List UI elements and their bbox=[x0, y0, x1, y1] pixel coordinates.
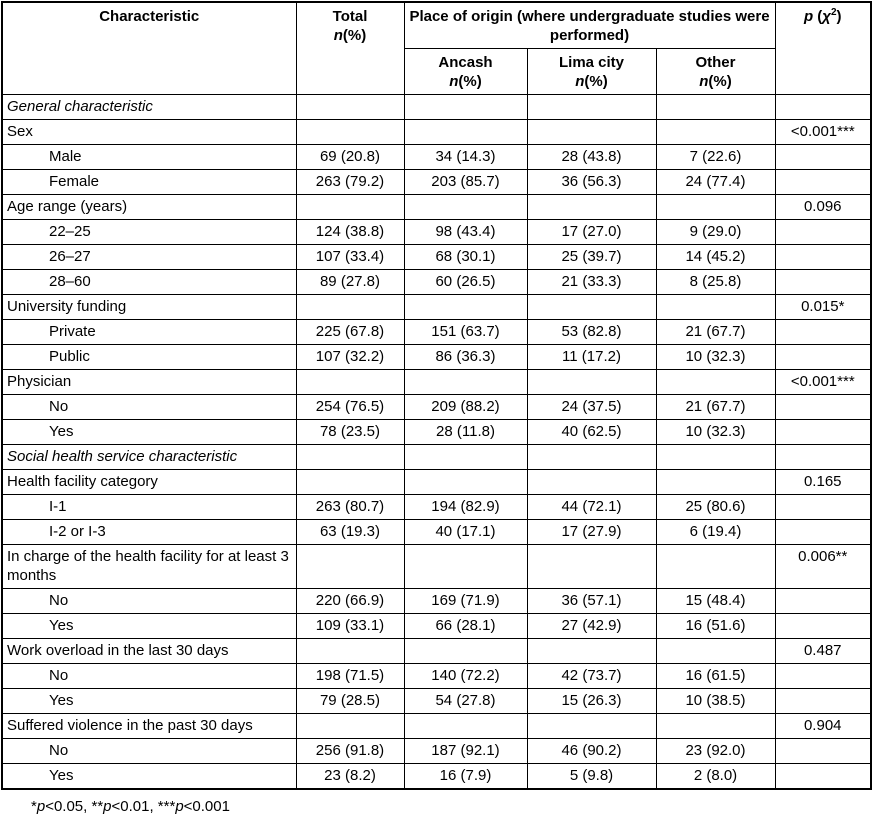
cell-other bbox=[656, 370, 775, 395]
cell-other: 7 (22.6) bbox=[656, 145, 775, 170]
cell-ancash: 16 (7.9) bbox=[404, 764, 527, 790]
cell-ancash: 203 (85.7) bbox=[404, 170, 527, 195]
cell-p bbox=[775, 739, 871, 764]
table-row-section bbox=[2, 95, 871, 120]
table-row bbox=[2, 220, 871, 245]
table-row bbox=[2, 614, 871, 639]
row-label: No bbox=[2, 589, 296, 614]
cell-lima: 36 (57.1) bbox=[527, 589, 656, 614]
cell-total: 69 (20.8) bbox=[296, 145, 404, 170]
cell-total bbox=[296, 714, 404, 739]
cell-total bbox=[296, 639, 404, 664]
cell-ancash: 187 (92.1) bbox=[404, 739, 527, 764]
cell-lima: 11 (17.2) bbox=[527, 345, 656, 370]
lima-n: n bbox=[575, 73, 585, 90]
row-label: 28–60 bbox=[2, 270, 296, 295]
cell-ancash: 40 (17.1) bbox=[404, 520, 527, 545]
cell-total: 89 (27.8) bbox=[296, 270, 404, 295]
cell-lima: 40 (62.5) bbox=[527, 420, 656, 445]
cell-p bbox=[775, 589, 871, 614]
row-label: No bbox=[2, 664, 296, 689]
row-label: General characteristic bbox=[2, 95, 296, 120]
cell-ancash: 151 (63.7) bbox=[404, 320, 527, 345]
total-label: Total bbox=[332, 8, 368, 25]
cell-ancash bbox=[404, 545, 527, 589]
table-row bbox=[2, 320, 871, 345]
cell-lima: 17 (27.9) bbox=[527, 520, 656, 545]
table-row bbox=[2, 714, 871, 739]
row-label: Public bbox=[2, 345, 296, 370]
table-row bbox=[2, 295, 871, 320]
cell-lima: 24 (37.5) bbox=[527, 395, 656, 420]
cell-other: 24 (77.4) bbox=[656, 170, 775, 195]
table-row bbox=[2, 420, 871, 445]
cell-other: 10 (32.3) bbox=[656, 345, 775, 370]
cell-lima bbox=[527, 195, 656, 220]
cell-p bbox=[775, 95, 871, 120]
table-row bbox=[2, 495, 871, 520]
table-row bbox=[2, 270, 871, 295]
cell-ancash bbox=[404, 370, 527, 395]
cell-ancash: 34 (14.3) bbox=[404, 145, 527, 170]
row-label: Yes bbox=[2, 764, 296, 790]
table-row-section bbox=[2, 445, 871, 470]
row-label: Social health service characteristic bbox=[2, 445, 296, 470]
cell-ancash: 68 (30.1) bbox=[404, 245, 527, 270]
chi-squared-exponent: 2 bbox=[830, 7, 837, 18]
cell-total: 254 (76.5) bbox=[296, 395, 404, 420]
cell-total: 225 (67.8) bbox=[296, 320, 404, 345]
table-row bbox=[2, 345, 871, 370]
row-label: 22–25 bbox=[2, 220, 296, 245]
table-row bbox=[2, 764, 871, 790]
table-row bbox=[2, 664, 871, 689]
cell-lima bbox=[527, 545, 656, 589]
cell-total: 23 (8.2) bbox=[296, 764, 404, 790]
cell-lima: 17 (27.0) bbox=[527, 220, 656, 245]
row-label: Private bbox=[2, 320, 296, 345]
cell-ancash bbox=[404, 470, 527, 495]
col-header-total bbox=[296, 2, 404, 95]
cell-ancash: 169 (71.9) bbox=[404, 589, 527, 614]
cell-total: 107 (32.2) bbox=[296, 345, 404, 370]
cell-ancash bbox=[404, 714, 527, 739]
cell-lima: 44 (72.1) bbox=[527, 495, 656, 520]
cell-p: <0.001*** bbox=[775, 370, 871, 395]
cell-lima: 42 (73.7) bbox=[527, 664, 656, 689]
footnote-part: * bbox=[31, 798, 37, 815]
row-label: Yes bbox=[2, 420, 296, 445]
cell-lima: 36 (56.3) bbox=[527, 170, 656, 195]
cell-p: 0.487 bbox=[775, 639, 871, 664]
cell-lima: 53 (82.8) bbox=[527, 320, 656, 345]
cell-p bbox=[775, 689, 871, 714]
ancash-n: n bbox=[449, 73, 459, 90]
cell-total bbox=[296, 295, 404, 320]
cell-other bbox=[656, 120, 775, 145]
cell-other: 16 (51.6) bbox=[656, 614, 775, 639]
table-row bbox=[2, 145, 871, 170]
cell-lima bbox=[527, 370, 656, 395]
cell-other bbox=[656, 714, 775, 739]
cell-lima bbox=[527, 95, 656, 120]
table-row bbox=[2, 589, 871, 614]
cell-other: 6 (19.4) bbox=[656, 520, 775, 545]
cell-total bbox=[296, 120, 404, 145]
row-label: Age range (years) bbox=[2, 195, 296, 220]
row-label: Work overload in the last 30 days bbox=[2, 639, 296, 664]
cell-p bbox=[775, 245, 871, 270]
cell-p bbox=[775, 395, 871, 420]
cell-lima bbox=[527, 639, 656, 664]
cell-p: 0.015* bbox=[775, 295, 871, 320]
footnote-part: <0.05, ** bbox=[45, 798, 104, 815]
cell-lima: 5 (9.8) bbox=[527, 764, 656, 790]
footnote-p-symbol: p bbox=[103, 798, 112, 815]
cell-total: 198 (71.5) bbox=[296, 664, 404, 689]
cell-total bbox=[296, 470, 404, 495]
cell-total: 78 (23.5) bbox=[296, 420, 404, 445]
cell-other: 10 (32.3) bbox=[656, 420, 775, 445]
ancash-label: Ancash bbox=[438, 54, 493, 71]
cell-total bbox=[296, 445, 404, 470]
cell-total bbox=[296, 95, 404, 120]
cell-other: 10 (38.5) bbox=[656, 689, 775, 714]
row-label: Health facility category bbox=[2, 470, 296, 495]
cell-ancash: 28 (11.8) bbox=[404, 420, 527, 445]
cell-total bbox=[296, 545, 404, 589]
row-label: University funding bbox=[2, 295, 296, 320]
cell-lima: 25 (39.7) bbox=[527, 245, 656, 270]
table-row bbox=[2, 639, 871, 664]
cell-p bbox=[775, 520, 871, 545]
cell-ancash: 66 (28.1) bbox=[404, 614, 527, 639]
table-row bbox=[2, 739, 871, 764]
cell-lima: 21 (33.3) bbox=[527, 270, 656, 295]
other-pct: (%) bbox=[708, 73, 732, 90]
col-header-characteristic: Characteristic bbox=[2, 2, 296, 95]
p-symbol: p bbox=[803, 8, 814, 25]
row-label: Yes bbox=[2, 614, 296, 639]
cell-p bbox=[775, 764, 871, 790]
row-label: No bbox=[2, 739, 296, 764]
lima-label: Lima city bbox=[558, 54, 625, 71]
col-header-ancash bbox=[404, 49, 527, 95]
table-row bbox=[2, 545, 871, 589]
cell-ancash: 54 (27.8) bbox=[404, 689, 527, 714]
cell-total: 220 (66.9) bbox=[296, 589, 404, 614]
cell-total: 263 (80.7) bbox=[296, 495, 404, 520]
table-row bbox=[2, 195, 871, 220]
table-row bbox=[2, 520, 871, 545]
cell-lima: 27 (42.9) bbox=[527, 614, 656, 639]
cell-p bbox=[775, 320, 871, 345]
cell-ancash bbox=[404, 639, 527, 664]
cell-p bbox=[775, 664, 871, 689]
other-n: n bbox=[699, 73, 709, 90]
row-label: 26–27 bbox=[2, 245, 296, 270]
cell-ancash bbox=[404, 445, 527, 470]
cell-ancash: 60 (26.5) bbox=[404, 270, 527, 295]
cell-lima bbox=[527, 120, 656, 145]
p-close-paren: ) bbox=[836, 8, 842, 25]
ancash-pct: (%) bbox=[458, 73, 482, 90]
table-row bbox=[2, 120, 871, 145]
cell-p bbox=[775, 220, 871, 245]
row-label: I-1 bbox=[2, 495, 296, 520]
table-row bbox=[2, 689, 871, 714]
row-label: I-2 or I-3 bbox=[2, 520, 296, 545]
cell-p bbox=[775, 420, 871, 445]
characteristics-table bbox=[1, 1, 872, 790]
table-row bbox=[2, 170, 871, 195]
cell-p: 0.165 bbox=[775, 470, 871, 495]
cell-p bbox=[775, 345, 871, 370]
cell-total: 109 (33.1) bbox=[296, 614, 404, 639]
row-label: In charge of the health facility for at least 3 months bbox=[2, 545, 296, 589]
cell-p bbox=[775, 170, 871, 195]
cell-p bbox=[775, 270, 871, 295]
cell-ancash bbox=[404, 95, 527, 120]
cell-p: 0.006** bbox=[775, 545, 871, 589]
cell-other: 9 (29.0) bbox=[656, 220, 775, 245]
cell-other: 15 (48.4) bbox=[656, 589, 775, 614]
cell-other bbox=[656, 470, 775, 495]
cell-p: 0.096 bbox=[775, 195, 871, 220]
cell-other: 8 (25.8) bbox=[656, 270, 775, 295]
cell-other: 16 (61.5) bbox=[656, 664, 775, 689]
cell-other bbox=[656, 195, 775, 220]
col-header-other bbox=[656, 49, 775, 95]
cell-lima: 28 (43.8) bbox=[527, 145, 656, 170]
cell-other: 21 (67.7) bbox=[656, 395, 775, 420]
total-n: n bbox=[333, 27, 343, 44]
cell-p: 0.904 bbox=[775, 714, 871, 739]
cell-lima bbox=[527, 445, 656, 470]
col-header-lima-city bbox=[527, 49, 656, 95]
cell-lima: 15 (26.3) bbox=[527, 689, 656, 714]
footnote-p-symbol: p bbox=[36, 798, 46, 815]
col-header-place-of-origin: Place of origin (where undergraduate studies were performed) bbox=[404, 2, 775, 49]
cell-lima bbox=[527, 470, 656, 495]
cell-total bbox=[296, 370, 404, 395]
cell-lima bbox=[527, 714, 656, 739]
chi-symbol: χ bbox=[822, 8, 831, 25]
cell-lima: 46 (90.2) bbox=[527, 739, 656, 764]
total-pct: (%) bbox=[342, 27, 367, 44]
row-label: Female bbox=[2, 170, 296, 195]
cell-p bbox=[775, 145, 871, 170]
row-label: No bbox=[2, 395, 296, 420]
table-row bbox=[2, 245, 871, 270]
table-row bbox=[2, 370, 871, 395]
cell-ancash bbox=[404, 120, 527, 145]
cell-other bbox=[656, 95, 775, 120]
cell-other bbox=[656, 445, 775, 470]
cell-total: 256 (91.8) bbox=[296, 739, 404, 764]
cell-p bbox=[775, 614, 871, 639]
cell-p bbox=[775, 445, 871, 470]
cell-other: 21 (67.7) bbox=[656, 320, 775, 345]
table-row bbox=[2, 470, 871, 495]
footnote-part: <0.001 bbox=[183, 798, 230, 815]
row-label: Suffered violence in the past 30 days bbox=[2, 714, 296, 739]
cell-ancash: 86 (36.3) bbox=[404, 345, 527, 370]
cell-total: 79 (28.5) bbox=[296, 689, 404, 714]
cell-ancash: 194 (82.9) bbox=[404, 495, 527, 520]
cell-p: <0.001*** bbox=[775, 120, 871, 145]
row-label: Male bbox=[2, 145, 296, 170]
cell-total: 63 (19.3) bbox=[296, 520, 404, 545]
cell-other bbox=[656, 639, 775, 664]
cell-ancash: 209 (88.2) bbox=[404, 395, 527, 420]
header-row-1 bbox=[2, 2, 871, 49]
table-row bbox=[2, 395, 871, 420]
cell-total: 124 (38.8) bbox=[296, 220, 404, 245]
footnote-part: <0.01, *** bbox=[111, 798, 176, 815]
cell-other: 23 (92.0) bbox=[656, 739, 775, 764]
other-label: Other bbox=[695, 54, 736, 71]
cell-ancash: 98 (43.4) bbox=[404, 220, 527, 245]
cell-total: 107 (33.4) bbox=[296, 245, 404, 270]
lima-pct: (%) bbox=[584, 73, 608, 90]
row-label: Sex bbox=[2, 120, 296, 145]
cell-lima bbox=[527, 295, 656, 320]
cell-other: 14 (45.2) bbox=[656, 245, 775, 270]
cell-ancash bbox=[404, 295, 527, 320]
cell-other bbox=[656, 295, 775, 320]
cell-other: 2 (8.0) bbox=[656, 764, 775, 790]
footnote-p-symbol: p bbox=[175, 798, 184, 815]
p-open-paren: ( bbox=[813, 8, 823, 25]
row-label: Yes bbox=[2, 689, 296, 714]
cell-ancash bbox=[404, 195, 527, 220]
col-header-p-chi-squared bbox=[775, 2, 871, 95]
cell-ancash: 140 (72.2) bbox=[404, 664, 527, 689]
cell-other bbox=[656, 545, 775, 589]
cell-total: 263 (79.2) bbox=[296, 170, 404, 195]
cell-other: 25 (80.6) bbox=[656, 495, 775, 520]
cell-total bbox=[296, 195, 404, 220]
cell-p bbox=[775, 495, 871, 520]
row-label: Physician bbox=[2, 370, 296, 395]
